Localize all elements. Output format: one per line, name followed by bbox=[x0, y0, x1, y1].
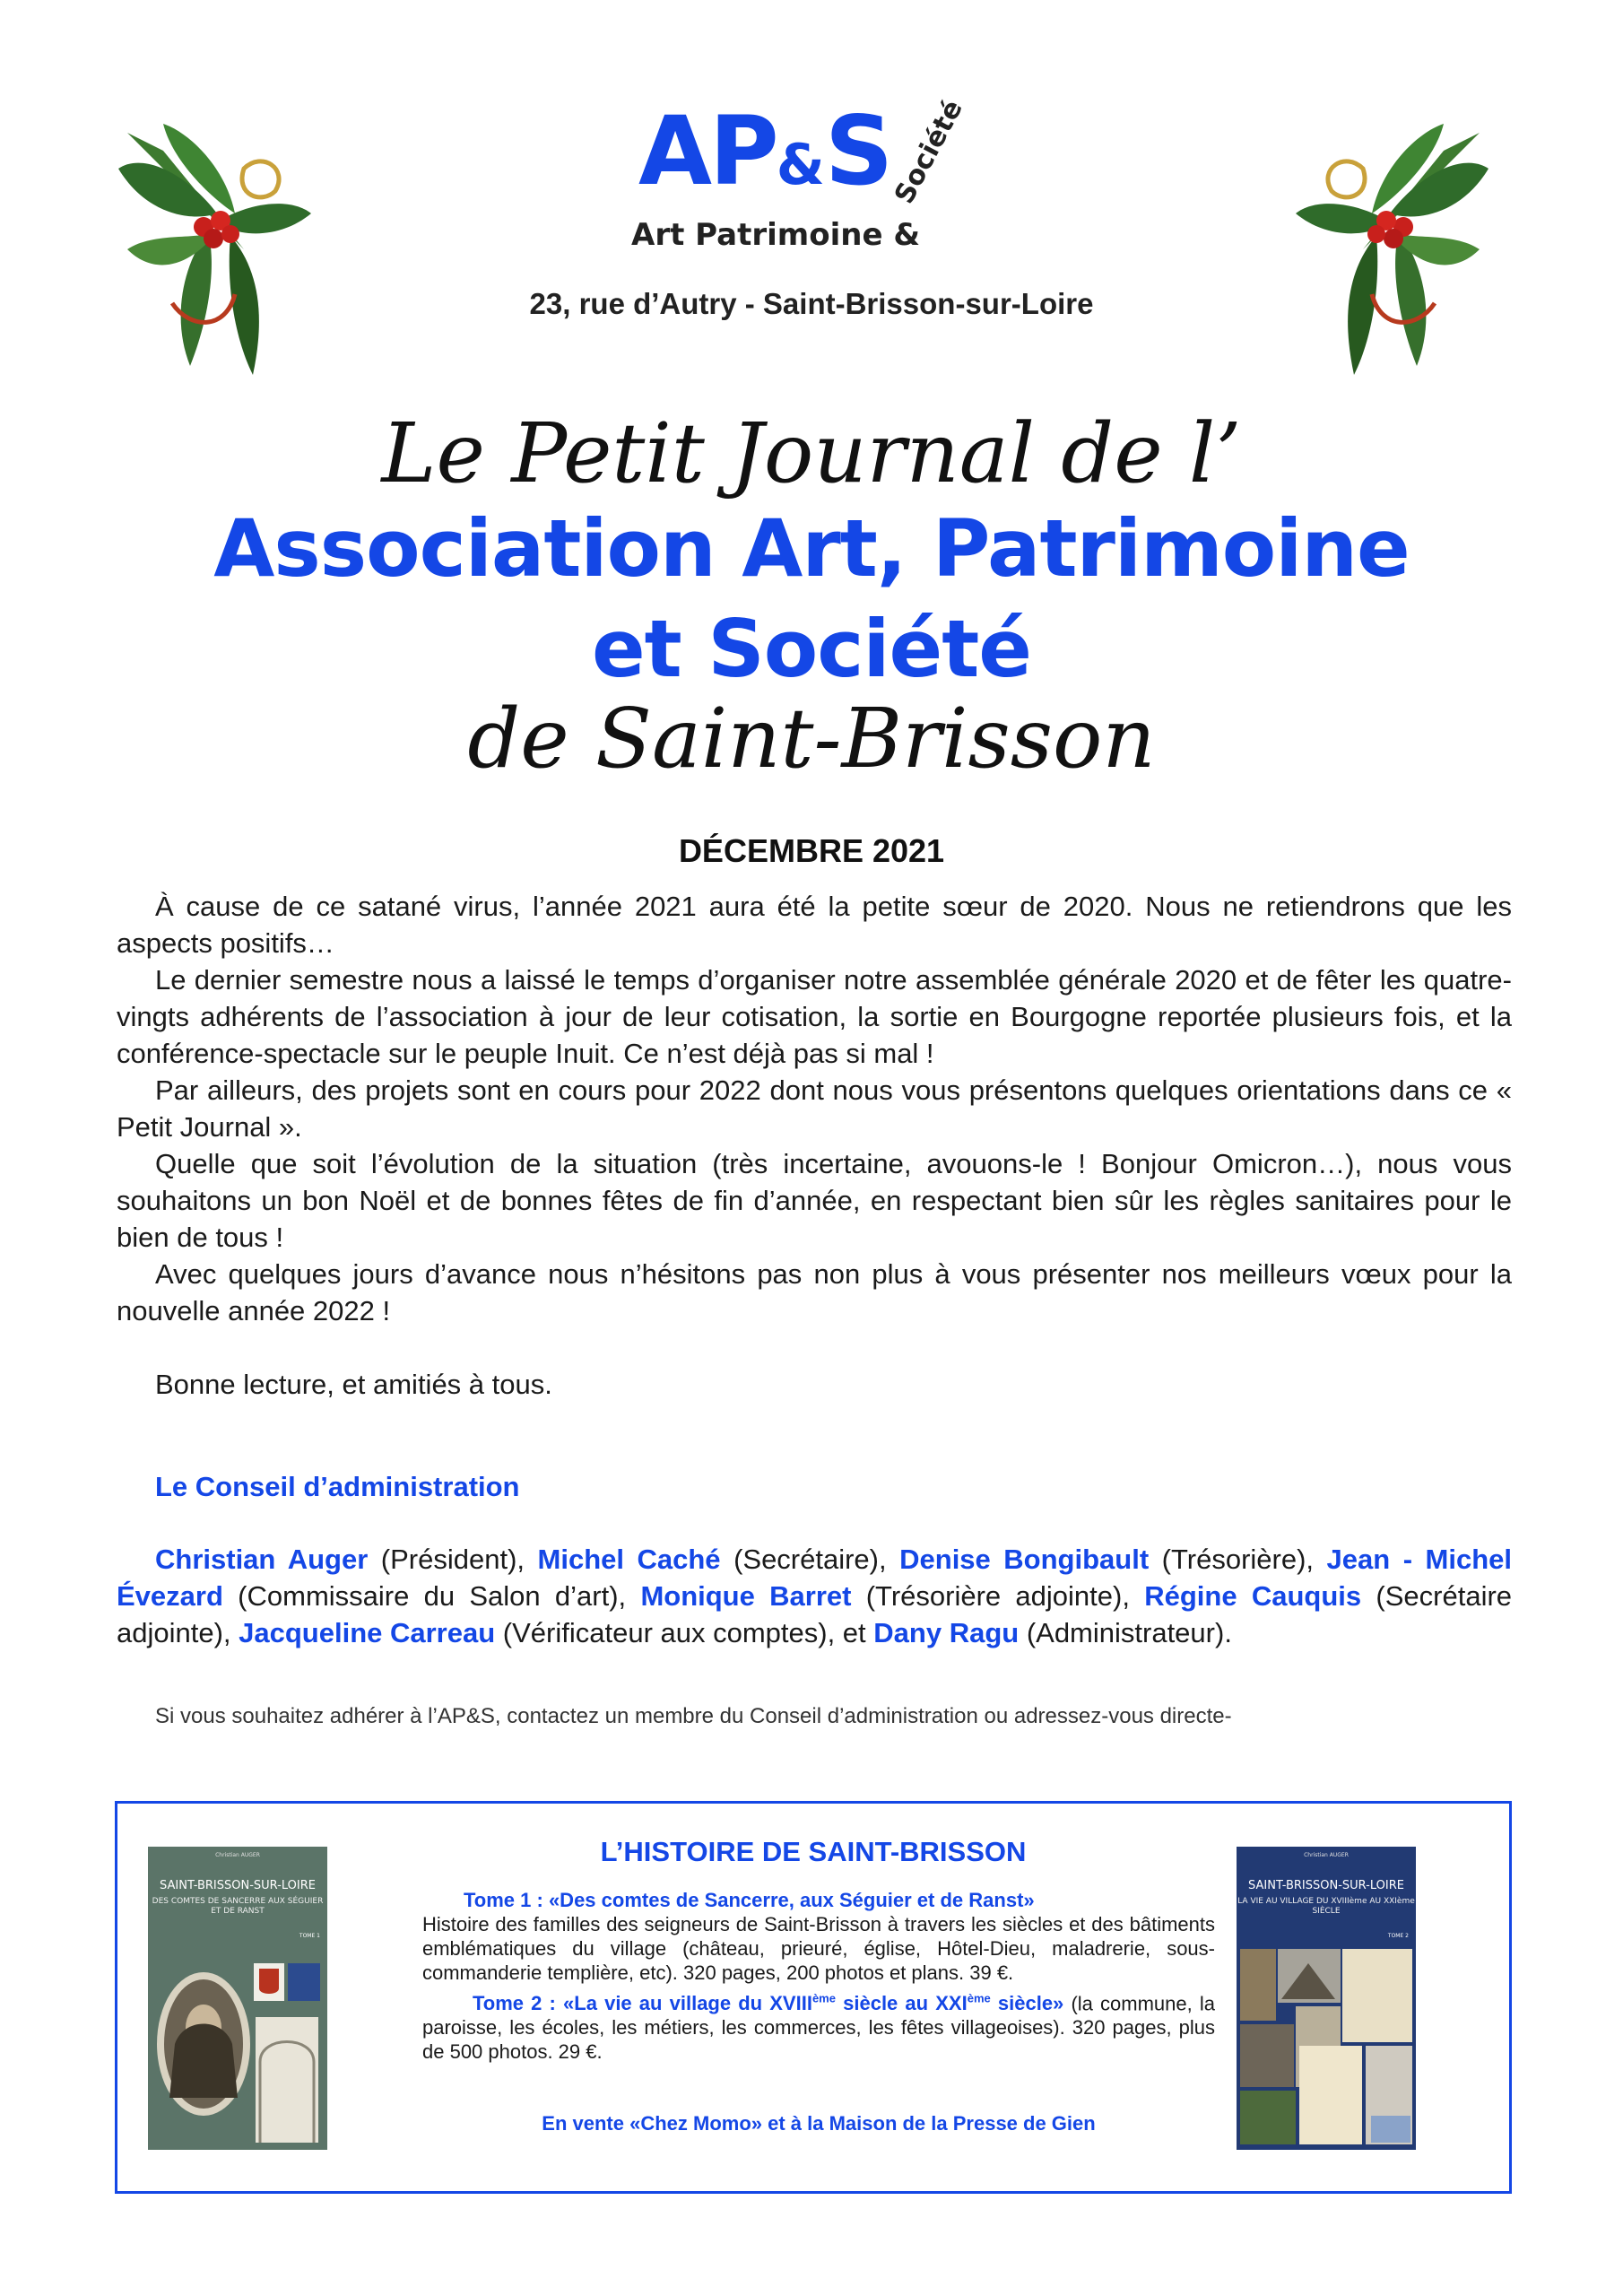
book-cover-tome-2 bbox=[1237, 1847, 1416, 2150]
holly-leaf-icon bbox=[118, 124, 311, 375]
member-role: (Administrateur). bbox=[1019, 1617, 1232, 1648]
member-name: Monique Barret bbox=[640, 1580, 852, 1612]
title-line-3: et Société bbox=[592, 603, 1031, 695]
logo-wordmark: AP&S bbox=[638, 96, 891, 206]
member-name: Jean - Michel Évezard bbox=[117, 1544, 1513, 1612]
closing-line: Bonne lecture, et amitiés à tous. bbox=[155, 1369, 552, 1400]
photo-collage-icon bbox=[1237, 1945, 1416, 2150]
board-members bbox=[117, 1541, 1512, 1651]
member-role: (Secrétaire adjointe), bbox=[117, 1580, 1513, 1648]
logo-societe: Société bbox=[889, 94, 969, 209]
holly-decoration-left bbox=[109, 115, 316, 384]
tome-1-description bbox=[422, 1888, 1215, 1985]
signature: Le Conseil d’administration bbox=[155, 1471, 520, 1502]
portrait-engraving-icon bbox=[148, 1945, 327, 2150]
intro-paragraph: Le dernier semestre nous a laissé le temps d’organiser notre assemblée générale 2020 et de fêter les quatre-vingts adhérents de l’association à jour de leur cotisation, la sortie en Bourgogne reportée plusieurs fois, et la conférence-spectacle sur le peuple Inuit. Ce n’est déjà pas si mal ! bbox=[117, 964, 1512, 1069]
member-role: (Vérificateur aux comptes), et bbox=[495, 1617, 874, 1648]
tome-2-description bbox=[422, 1987, 1215, 2064]
book-subtitle: LA VIE AU VILLAGE DU XVIIIème AU XXIème SIÈCLE bbox=[1237, 1897, 1415, 1916]
member-role: (Trésorière), bbox=[1149, 1544, 1327, 1575]
book-tome: TOME 2 bbox=[1387, 1933, 1409, 1939]
tome-1-text: Histoire des familles des seigneurs de Saint-Brisson à travers les siècles et des bâtiments emblématiques du village (château, prieuré, église, Hôtel-Dieu, maladrerie, sous-commanderie templière, etc). 320 pages, 200 photos et plans. 39 €. bbox=[422, 1913, 1215, 1984]
member-name: Dany Ragu bbox=[873, 1617, 1020, 1648]
intro-paragraph: À cause de ce satané virus, l’année 2021 aura été la petite sœur de 2020. Nous ne retiendrons que les aspects positifs… bbox=[117, 891, 1512, 959]
book-subtitle: DES COMTES DE SANCERRE AUX SÉGUIER ET DE RANST bbox=[152, 1897, 324, 1916]
member-role: (Secrétaire), bbox=[720, 1544, 900, 1575]
membership-note: Si vous souhaitez adhérer à l’AP&S, contactez un membre du Conseil d’administration ou adressez-vous directe- bbox=[155, 1704, 1232, 1728]
title-line-4: de Saint-Brisson bbox=[467, 691, 1156, 787]
book-promo-box bbox=[115, 1801, 1512, 2194]
member-name: Jacqueline Carreau bbox=[239, 1617, 496, 1648]
intro-paragraph: Quelle que soit l’évolution de la situation (très incertaine, avouons-le ! Bonjour Omicron…), nous vous souhaitons un bon Noël et de bonnes fêtes de fin d’année, en respectant bien sûr les règles sanitaires pour le bien de tous ! bbox=[117, 1148, 1512, 1253]
member-name: Michel Caché bbox=[537, 1544, 721, 1575]
intro-text bbox=[117, 888, 1512, 1403]
holly-decoration-right bbox=[1291, 115, 1497, 384]
issue-date: DÉCEMBRE 2021 bbox=[678, 832, 945, 869]
member-name: Christian Auger bbox=[155, 1544, 369, 1575]
book-descriptions bbox=[422, 1888, 1215, 2064]
logo-subtitle: Art Patrimoine & bbox=[631, 217, 920, 253]
member-role: (Commissaire du Salon d’art), bbox=[222, 1580, 641, 1612]
aps-logo bbox=[628, 94, 1013, 253]
book-tome: TOME 1 bbox=[299, 1933, 320, 1939]
member-role: (Président), bbox=[368, 1544, 538, 1575]
box-title: L’HISTOIRE DE SAINT-BRISSON bbox=[600, 1836, 1027, 1867]
book-author: Christian AUGER bbox=[215, 1852, 260, 1858]
intro-paragraph: Par ailleurs, des projets sont en cours pour 2022 dont nous vous présentons quelques orientations dans ce « Petit Journal ». bbox=[117, 1074, 1512, 1143]
title-line-2: Association Art, Patrimoine bbox=[213, 502, 1410, 595]
member-name: Denise Bongibault bbox=[899, 1544, 1150, 1575]
address: 23, rue d’Autry - Saint-Brisson-sur-Loire bbox=[529, 287, 1094, 320]
member-name: Régine Cauquis bbox=[1144, 1580, 1362, 1612]
book-title: SAINT-BRISSON-SUR-LOIRE bbox=[1248, 1879, 1404, 1892]
tome-2-label: Tome 2 : «La vie au village du XVIIIème siècle au XXIème siècle» bbox=[473, 1992, 1064, 2015]
sale-info: En vente «Chez Momo» et à la Maison de la Presse de Gien bbox=[542, 2112, 1096, 2135]
book-cover-tome-1 bbox=[148, 1847, 327, 2150]
member-role: (Trésorière adjointe), bbox=[851, 1580, 1145, 1612]
book-author: Christian AUGER bbox=[1304, 1852, 1349, 1858]
title-line-1: Le Petit Journal de l’ bbox=[381, 405, 1242, 501]
intro-paragraph: Avec quelques jours d’avance nous n’hésitons pas non plus à vous présenter nos meilleurs vœux pour la nouvelle année 2022 ! bbox=[117, 1258, 1512, 1326]
tome-2-text: (la commune, la paroisse, les écoles, les métiers, les commerces, les fêtes villageoises). 320 pages, plus de 500 photos. 29 €. bbox=[422, 1992, 1215, 2064]
tome-1-label: Tome 1 : «Des comtes de Sancerre, aux Séguier et de Ranst» bbox=[464, 1889, 1035, 1911]
book-title: SAINT-BRISSON-SUR-LOIRE bbox=[160, 1879, 316, 1892]
